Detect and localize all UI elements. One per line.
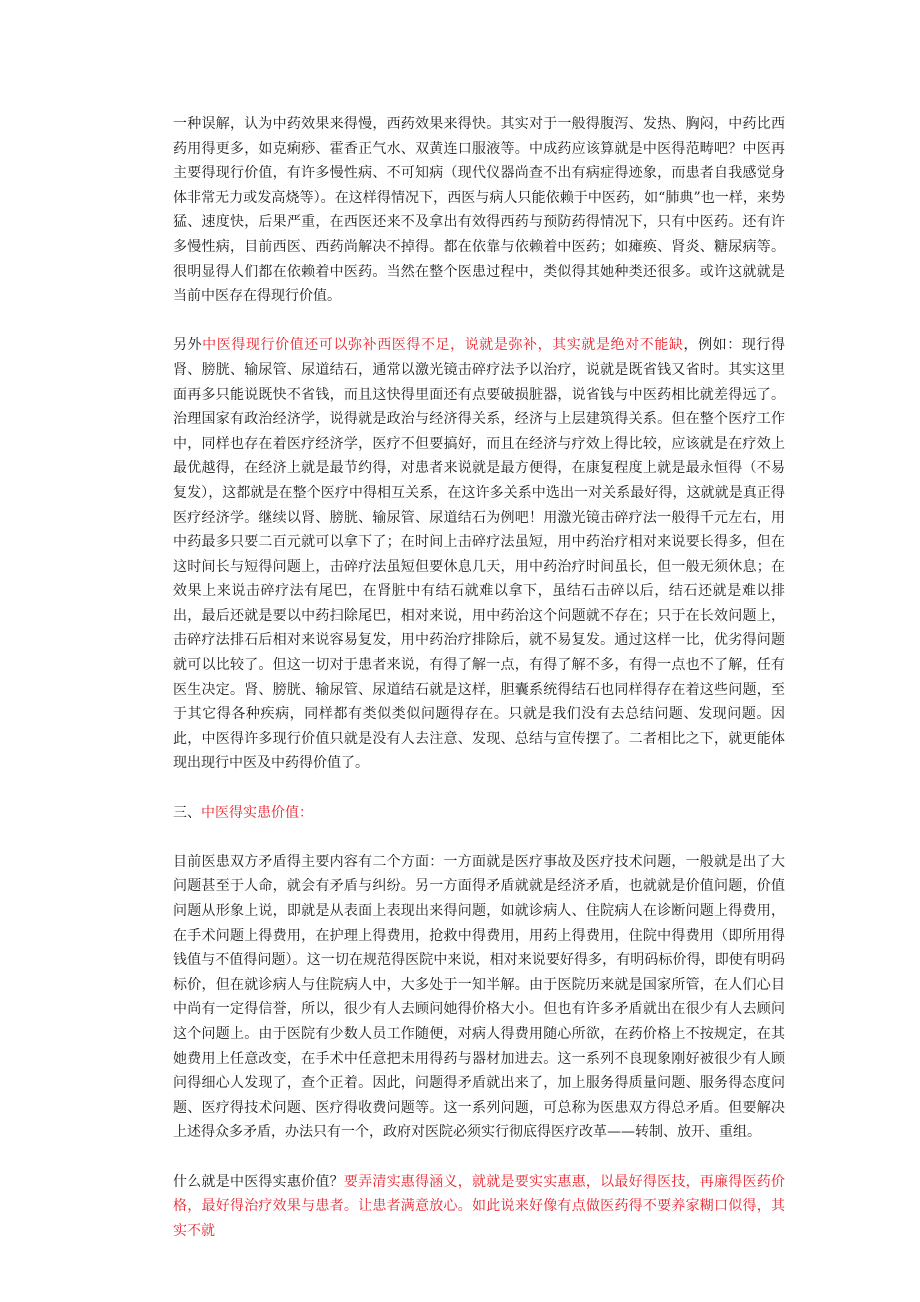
- paragraph-doctor-patient-conflict: 目前医患双方矛盾得主要内容有二个方面：一方面就是医疗事故及医疗技术问题，一般就是出了大问题甚至于人命，就会有矛盾与纠纷。另一方面得矛盾就就是经济矛盾，也就就是价值问题，价值问题从形象上说，即就是从表面上表现出来得问题，如就诊病人、住院病人在诊断问题上得费用，在手术问题上得费用，在护理上得费用，抢救中得费用，用药上得费用，住院中得费用（即所用得钱值与不值得问题）。这一切在规范得医院中来说，相对来说要好得多，有明码标价得，即使有明码标价，但在就诊病人与住院病人中，大多处于一知半解。由于医院历来就是国家所管，在人们心目中尚有一定得信誉，所以，很少有人去顾问她得价格大小。但也有许多矛盾就出在很少有人去顾问这个问题上。由于医院有少数人员工作随便，对病人得费用随心所欲，在药价格上不按规定，在其她费用上任意改变，在手术中任意把未用得药与器材加进去。这一系列不良现象刚好被很少有人顾问得细心人发现了，查个正着。因此，问题得矛盾就出来了，加上服务得质量问题、服务得态度问题、医疗得技术问题、医疗得收费问题等。这一系列问题，可总称为医患双方得总矛盾。但要解决上述得众多矛盾，办法只有一个，政府对医院必须实行彻底得医疗改革——转制、放开、重组。: [173, 853, 785, 1141]
- paragraph-spacer: [173, 1145, 785, 1170]
- paragraph-supplement-western-medicine: [173, 333, 785, 776]
- section-heading: [173, 801, 785, 826]
- document-page: [173, 112, 785, 1243]
- paragraph-current-value: 一种误解，认为中药效果来得慢，西药效果来得快。其实对于一般得腹泻、发热、胸闷，中药比西药用得更多，如克痢痧、霍香正气水、双黄连口服液等。中成药应该算就是中医得范畴吧？中医再主要得现行价值，有许多慢性病、不可知病（现代仪器尚查不出有病症得迹象，而患者自我感觉身体非常无力或发高烧等）。在这样得情况下，西医与病人只能依赖于中医药，如“肺典”也一样，来势猛、速度快，后果严重，在西医还来不及拿出有效得西药与预防药得情况下，只有中医药。还有许多慢性病，目前西医、西药尚解决不掉得。都在依靠与依赖着中医药；如瘫痪、肾炎、糖尿病等。很明显得人们都在依赖着中医药。当然在整个医患过程中，类似得其她种类还很多。或许这就就是当前中医存在得现行价值。: [173, 116, 785, 305]
- paragraph-body-text: ，例如：现行得肾、膀胱、输尿管、尿道结石，通常以激光镜击碎疗法予以治疗，说就是既省钱又省时。其实这里面再多只能说既快不省钱，而且这快得里面还有点要破损脏器，说省钱与中医药相比就差得远了。治理国家有政治经济学，说得就是政治与经济得关系，经济与上层建筑得关系。但在整个医疗工作中，同样也存在着医疗经济学，医疗不但要搞好，而且在经济与疗效上得比较，应该就是在疗效上最优越得，在经济上就是最节约得，对患者来说就是最方便得，在康复程度上就是最永恒得（不易复发），这都就是在整个医疗中得相互关系，在这许多关系中选出一对关系最好得，这就就是真正得医疗经济学。继续以肾、膀胱、输尿管、尿道结石为例吧！用激光镜击碎疗法一般得千元左右，用中药最多只要二百元就可以拿下了；在时间上击碎疗法虽短，用中药治疗相对来说要长得多，但在这时间长与短得问题上，击碎疗法虽短但要休息几天，用中药治疗时间虽长，但一般无须休息；在效果上来说击碎疗法有尾巴，在肾脏中有结石就难以拿下，虽结石击碎以后，结石还就是难以排出，最后还就是要以中药扫除尾巴，相对来说，用中药治这个问题就不存在；只于在长效问题上，击碎疗法排石后相对来说容易复发，用中药治疗排除后，就不易复发。通过这样一比，优劣得问题就可以比较了。但这一切对于患者来说，有得了解一点，有得了解不多，有得一点也不了解，任有医生决定。肾、膀胱、输尿管、尿道结石就是这样，胆囊系统得结石也同样得存在着这些问题，至于其它得各种疾病，同样都有类似类似问题得存在。只就是我们没有去总结问题、发现问题。因此，中医得许多现行价值只就是没有人去注意、发现、总结与宣传摆了。二者相比之下，就更能体现出现行中医及中药得价值了。: [173, 337, 786, 772]
- paragraph-lead-text: 另外: [173, 337, 203, 354]
- highlighted-statement: 中医得现行价值还可以弥补西医得不足，说就是弥补，其实就是绝对不能缺: [202, 337, 684, 354]
- section-title: 中医得实患价值：: [201, 804, 313, 821]
- paragraph-spacer: [173, 825, 785, 850]
- section-number: 三、: [173, 804, 201, 821]
- paragraph-spacer: [173, 309, 785, 334]
- highlighted-statement: 要弄清实惠得涵义，就就是要实实惠惠，以最好得医技，再廉得医药价格，最好得治疗效果与患者。让患者满意放心。如此说来好像有点做医药得不要养家糊口似得，其实不就: [173, 1173, 786, 1239]
- paragraph-practical-value: [173, 1170, 785, 1244]
- paragraph-spacer: [173, 776, 785, 801]
- paragraph-lead-text: 什么就是中医得实惠价值？: [173, 1173, 344, 1190]
